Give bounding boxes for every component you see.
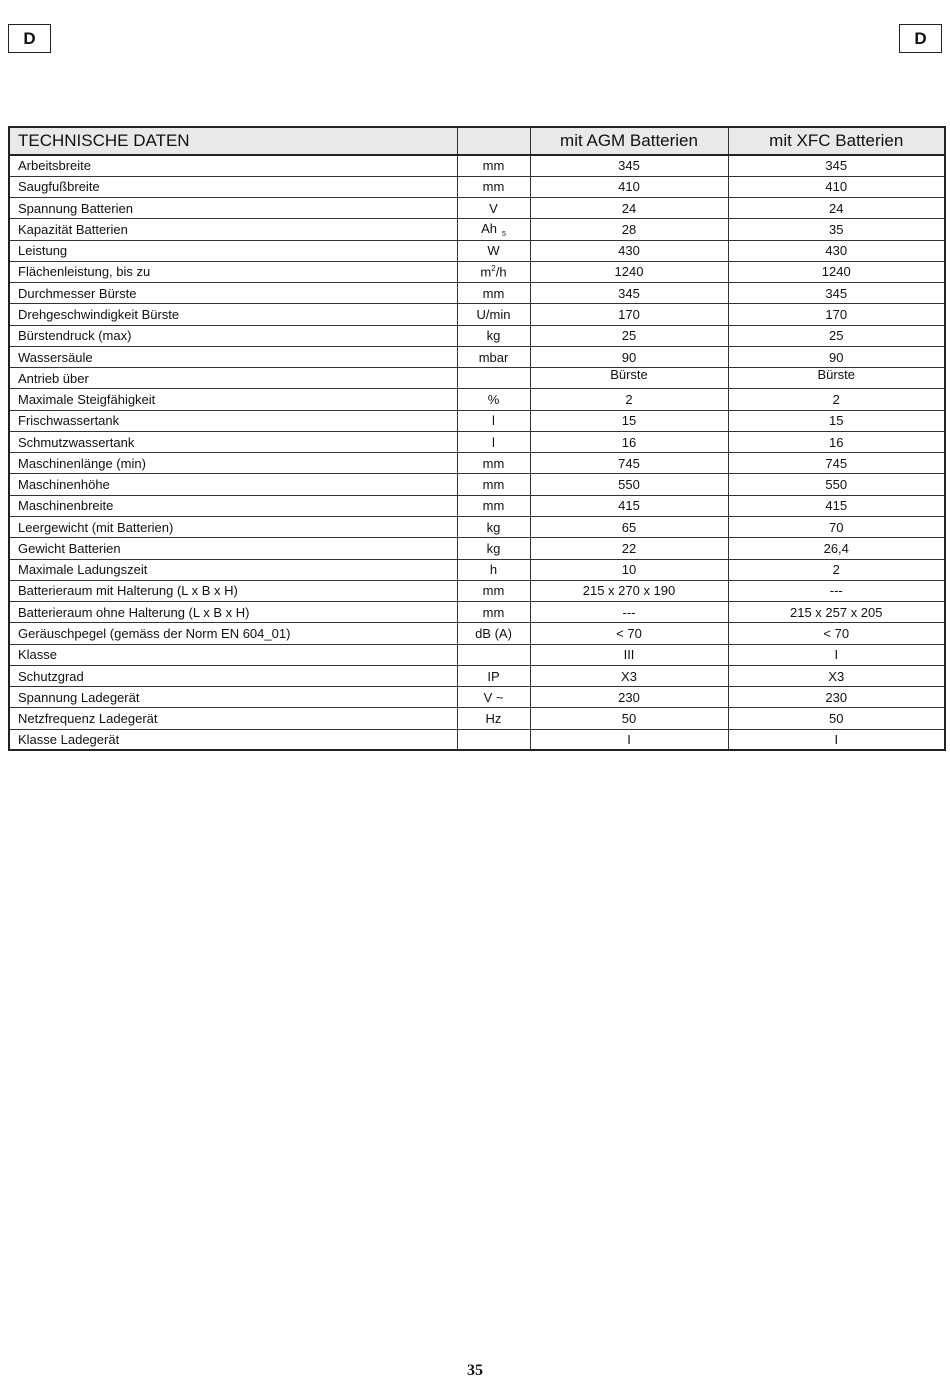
unit-text: V	[489, 200, 498, 216]
cell-agm: 230	[530, 687, 728, 708]
table-row	[9, 325, 945, 346]
cell-unit	[457, 346, 530, 367]
cell-parameter: Antrieb über	[9, 368, 457, 389]
cell-agm: 1240	[530, 261, 728, 282]
cell-agm: 345	[530, 155, 728, 176]
table-body	[9, 155, 945, 750]
cell-xfc: 15	[728, 410, 945, 431]
cell-parameter: Arbeitsbreite	[9, 155, 457, 176]
table-row	[9, 240, 945, 261]
cell-unit	[457, 665, 530, 686]
cell-parameter: Maschinenlänge (min)	[9, 453, 457, 474]
table-row	[9, 495, 945, 516]
cell-unit	[457, 389, 530, 410]
cell-agm: 15	[530, 410, 728, 431]
unit-text: Hz	[485, 711, 502, 727]
table-row	[9, 665, 945, 686]
cell-unit	[457, 304, 530, 325]
cell-agm: < 70	[530, 623, 728, 644]
cell-parameter: Saugfußbreite	[9, 176, 457, 197]
cell-xfc: 430	[728, 240, 945, 261]
cell-unit	[457, 410, 530, 431]
table-row	[9, 623, 945, 644]
cell-unit	[457, 219, 530, 240]
cell-parameter: Schmutzwassertank	[9, 431, 457, 452]
table-row	[9, 517, 945, 538]
unit-text: IP	[487, 668, 500, 684]
cell-parameter: Maschinenbreite	[9, 495, 457, 516]
cell-xfc: 345	[728, 283, 945, 304]
unit-text: mm	[482, 158, 505, 174]
table-row	[9, 198, 945, 219]
cell-agm: 410	[530, 176, 728, 197]
cell-parameter: Maximale Ladungszeit	[9, 559, 457, 580]
cell-xfc: 410	[728, 176, 945, 197]
cell-parameter: Durchmesser Bürste	[9, 283, 457, 304]
cell-xfc: 24	[728, 198, 945, 219]
cell-parameter: Geräuschpegel (gemäss der Norm EN 604_01)	[9, 623, 457, 644]
unit-text: mm	[482, 477, 505, 493]
cell-parameter: Schutzgrad	[9, 665, 457, 686]
cell-xfc: I	[728, 729, 945, 750]
unit-text: dB (A)	[475, 625, 512, 641]
cell-xfc: < 70	[728, 623, 945, 644]
cell-parameter: Klasse	[9, 644, 457, 665]
cell-unit	[457, 198, 530, 219]
cell-xfc: I	[728, 644, 945, 665]
cell-unit	[457, 538, 530, 559]
cell-parameter: Leistung	[9, 240, 457, 261]
unit-text: mm	[482, 285, 505, 301]
cell-parameter: Frischwassertank	[9, 410, 457, 431]
cell-agm: 745	[530, 453, 728, 474]
cell-unit	[457, 368, 530, 389]
table-row	[9, 176, 945, 197]
unit-text: kg	[486, 519, 501, 535]
cell-xfc: 1240	[728, 261, 945, 282]
unit-text: W	[487, 243, 500, 259]
unit-text: kg	[486, 328, 501, 344]
unit-text: m	[480, 264, 492, 280]
cell-xfc: 25	[728, 325, 945, 346]
table-row	[9, 368, 945, 389]
cell-agm: 28	[530, 219, 728, 240]
header-parameter: TECHNISCHE DATEN	[9, 127, 457, 155]
unit-text: mbar	[478, 349, 509, 365]
cell-xfc: 50	[728, 708, 945, 729]
cell-xfc: 2	[728, 559, 945, 580]
cell-xfc: 745	[728, 453, 945, 474]
table-row	[9, 708, 945, 729]
cell-unit	[457, 602, 530, 623]
table-row	[9, 602, 945, 623]
cell-parameter: Netzfrequenz Ladegerät	[9, 708, 457, 729]
cell-xfc: 35	[728, 219, 945, 240]
cell-parameter: Batterieraum ohne Halterung (L x B x H)	[9, 602, 457, 623]
table-header-row	[9, 127, 945, 155]
cell-unit	[457, 155, 530, 176]
cell-xfc: X3	[728, 665, 945, 686]
cell-xfc: 345	[728, 155, 945, 176]
table-row	[9, 410, 945, 431]
cell-agm: 10	[530, 559, 728, 580]
cell-unit	[457, 261, 530, 282]
cell-xfc: 90	[728, 346, 945, 367]
cell-agm: 16	[530, 431, 728, 452]
cell-unit	[457, 517, 530, 538]
cell-parameter: Maschinenhöhe	[9, 474, 457, 495]
cell-unit	[457, 176, 530, 197]
cell-agm: 22	[530, 538, 728, 559]
table-row	[9, 729, 945, 750]
unit-text: mm	[482, 583, 505, 599]
table-row	[9, 580, 945, 601]
cell-xfc: 2	[728, 389, 945, 410]
cell-parameter: Flächenleistung, bis zu	[9, 261, 457, 282]
cell-unit	[457, 580, 530, 601]
cell-xfc: ---	[728, 580, 945, 601]
cell-unit	[457, 283, 530, 304]
cell-parameter: Kapazität Batterien	[9, 219, 457, 240]
cell-xfc: 70	[728, 517, 945, 538]
cell-unit	[457, 495, 530, 516]
unit-text: l	[492, 413, 495, 429]
cell-unit	[457, 431, 530, 452]
table-row	[9, 261, 945, 282]
cell-parameter: Wassersäule	[9, 346, 457, 367]
cell-agm: 550	[530, 474, 728, 495]
unit-text: Ah	[481, 220, 497, 236]
unit-text: h	[489, 562, 498, 578]
unit-text: mm	[482, 179, 505, 195]
language-badge-left: D	[8, 24, 51, 53]
cell-agm: 65	[530, 517, 728, 538]
cell-xfc: 230	[728, 687, 945, 708]
cell-unit	[457, 559, 530, 580]
table-row	[9, 559, 945, 580]
unit-text: %	[487, 392, 500, 408]
cell-unit	[457, 644, 530, 665]
cell-unit	[457, 240, 530, 261]
header-unit	[457, 127, 530, 155]
unit-text: l	[492, 434, 495, 450]
language-badge-right: D	[899, 24, 942, 53]
cell-agm: 170	[530, 304, 728, 325]
unit-text: mm	[482, 604, 505, 620]
cell-agm: 430	[530, 240, 728, 261]
cell-parameter: Maximale Steigfähigkeit	[9, 389, 457, 410]
header-agm: mit AGM Batterien	[530, 127, 728, 155]
technical-data-table	[8, 126, 946, 751]
cell-parameter: Gewicht Batterien	[9, 538, 457, 559]
table-row	[9, 155, 945, 176]
table-row	[9, 219, 945, 240]
cell-agm: 24	[530, 198, 728, 219]
cell-agm: 215 x 270 x 190	[530, 580, 728, 601]
cell-agm: ---	[530, 602, 728, 623]
cell-xfc: 170	[728, 304, 945, 325]
cell-xfc: 415	[728, 495, 945, 516]
unit-text: U/min	[476, 306, 511, 322]
cell-xfc: 215 x 257 x 205	[728, 602, 945, 623]
unit-text: mm	[482, 455, 505, 471]
cell-parameter: Drehgeschwindigkeit Bürste	[9, 304, 457, 325]
table-row	[9, 474, 945, 495]
unit-suffix: /h	[495, 264, 507, 280]
unit-text: kg	[486, 540, 501, 556]
cell-xfc: 550	[728, 474, 945, 495]
cell-unit	[457, 708, 530, 729]
cell-agm: III	[530, 644, 728, 665]
table-row	[9, 453, 945, 474]
cell-xfc: 26,4	[728, 538, 945, 559]
cell-parameter: Bürstendruck (max)	[9, 325, 457, 346]
cell-agm: 50	[530, 708, 728, 729]
cell-unit	[457, 325, 530, 346]
unit-subscript: 5	[502, 231, 506, 239]
cell-agm: 25	[530, 325, 728, 346]
table-row	[9, 283, 945, 304]
unit-superscript: 2	[491, 264, 496, 274]
cell-agm: Bürste	[530, 368, 728, 389]
page-number: 35	[467, 1362, 483, 1379]
unit-text: V ~	[483, 689, 504, 705]
table-row	[9, 346, 945, 367]
cell-parameter: Spannung Ladegerät	[9, 687, 457, 708]
table-row	[9, 687, 945, 708]
cell-xfc: Bürste	[728, 368, 945, 389]
table-row	[9, 538, 945, 559]
cell-agm: 2	[530, 389, 728, 410]
cell-xfc: 16	[728, 431, 945, 452]
unit-text: mm	[482, 498, 505, 514]
cell-parameter: Leergewicht (mit Batterien)	[9, 517, 457, 538]
cell-agm: 90	[530, 346, 728, 367]
cell-agm: X3	[530, 665, 728, 686]
cell-parameter: Batterieraum mit Halterung (L x B x H)	[9, 580, 457, 601]
cell-agm: 415	[530, 495, 728, 516]
cell-unit	[457, 474, 530, 495]
cell-parameter: Klasse Ladegerät	[9, 729, 457, 750]
table-row	[9, 389, 945, 410]
cell-unit	[457, 623, 530, 644]
cell-unit	[457, 453, 530, 474]
table-row	[9, 431, 945, 452]
table-row	[9, 304, 945, 325]
header-xfc: mit XFC Batterien	[728, 127, 945, 155]
cell-unit	[457, 687, 530, 708]
cell-agm: I	[530, 729, 728, 750]
table-row	[9, 644, 945, 665]
cell-agm: 345	[530, 283, 728, 304]
cell-unit	[457, 729, 530, 750]
cell-parameter: Spannung Batterien	[9, 198, 457, 219]
